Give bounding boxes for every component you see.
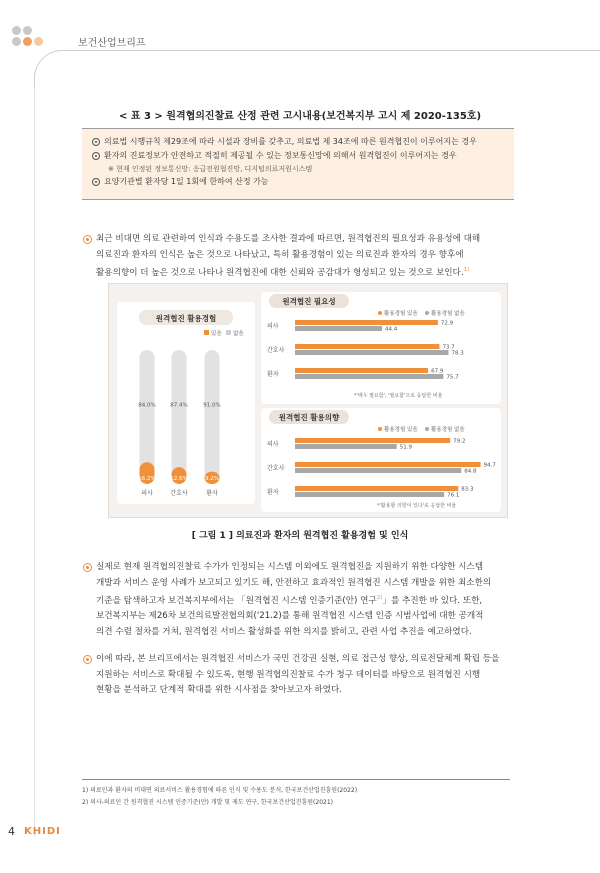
bullet-icon xyxy=(92,152,100,160)
footnote-1: 1) 의료인과 환자의 비대면 의료서비스 활용경험에 따른 인식 및 수용도 분석, 한국보건산업진흥원(2022) xyxy=(82,787,358,794)
table-row: 의료법 시행규칙 제29조에 따라 시설과 장비를 갖추고, 의료법 제 34조에 따른 원격협진이 이루어지는 경우 xyxy=(92,135,504,149)
bar-no xyxy=(295,374,443,379)
bar-yes xyxy=(295,462,481,467)
category-label: 의사 xyxy=(267,323,279,330)
table-note: ※ 현재 인정된 정보통신망: 응급전원협진망, 디지털의료저원시스템 xyxy=(108,165,313,173)
paragraph-2: 실제로 현재 원격협의진찰료 수가가 인정되는 시스템 이외에도 원격협진을 지원하기 위한 다양한 시스템 개발과 서비스 운영 사례가 보고되고 있기도 해, 안전하고 효과적인 원격협진 시스템 개발을 위한 최소한의 기준을 탐색하고자 보건복지부에서는 「원격협진 시스템 인증기준(안) 연구$^{2)}$」를 추진한 바 있다. 또한, 보건복지부는 제26차 보건의료발전협의회('21.2)를 통해 원격협진 시스템 인증 시범사업에 대한 공개적 의견 수렴 절차를 거쳐, 원격협진 서비스 활성화를 위한 의지를 밝히고, 관련 사업 추진을 예고하였다. xyxy=(96,560,520,640)
legend-dot-no xyxy=(425,311,429,315)
bar-label-no: 76.1 xyxy=(447,492,460,499)
figure-charts xyxy=(109,284,509,519)
legend-swatch-yes xyxy=(204,330,209,335)
bar-track xyxy=(172,350,187,484)
bar-yes xyxy=(295,320,438,325)
category-label: 간호사 xyxy=(267,465,285,472)
bar-track xyxy=(205,350,220,484)
bar-label-yes: 94.7 xyxy=(483,462,496,469)
page-number: 4 xyxy=(8,825,15,838)
bullet-icon xyxy=(83,655,92,664)
category-label: 간호사 xyxy=(170,490,188,497)
table-row: 환자의 진료정보가 안전하고 적절히 제공될 수 있는 정보통신망에 의해서 원격협진이 이루어지는 경우 xyxy=(92,149,504,163)
bar-label-no: 91.0% xyxy=(203,402,221,409)
need-chart-title: 원격협진 필요성 xyxy=(282,297,336,306)
legend-dot-yes xyxy=(378,311,382,315)
bar-label-no: 75.7 xyxy=(446,374,459,381)
bar-label-yes: 16.2% xyxy=(138,476,156,482)
bar-yes xyxy=(295,486,458,491)
paragraph-3: 이에 따라, 본 브리프에서는 원격협진 서비스가 국민 건강권 실현, 의료 접근성 향상, 의료전달체계 확립 등을 지원하는 서비스로 확대될 수 있도록, 현행 원격협의진찰료 수가 청구 데이터를 바탕으로 원격협진 시행 현황을 분석하고 단계적 확대를 위한 시사점을 찾아보고자 하였다. xyxy=(96,652,520,699)
bar-label-yes: 73.7 xyxy=(442,344,455,351)
category-label: 환자 xyxy=(267,371,279,378)
intent-chart-note: *'활용할 의향이 있다'로 응답한 비율 xyxy=(377,503,457,509)
category-label: 환자 xyxy=(267,489,279,496)
bar-label-yes: 83.3 xyxy=(461,486,474,493)
bar-yes xyxy=(295,438,450,443)
table-row: 요양기관별 환자당 1일 1회에 한하여 산정 가능 xyxy=(92,175,504,189)
bar-no xyxy=(295,492,444,497)
bullet-icon xyxy=(92,138,100,146)
bar-label-yes: 12.6% xyxy=(170,476,188,482)
header-curve xyxy=(34,50,64,90)
bar-label-no: 44.4 xyxy=(385,326,398,333)
table-caption: < 표 3 > 원격협의진찰료 산정 관련 고시내용(보건복지부 고시 제 2020-135호) xyxy=(118,111,482,122)
bar-label-no: 84.8 xyxy=(464,468,477,475)
legend-label-yes: 활용경험 있음 xyxy=(384,427,418,433)
left-chart-bars xyxy=(138,350,220,497)
bullet-icon xyxy=(92,178,100,186)
header-logo-dots xyxy=(12,26,44,48)
category-label: 의사 xyxy=(141,490,153,497)
need-chart-note: *'매우 필요함', '필요함'으로 응답한 비율 xyxy=(354,393,443,399)
legend-label-no: 활용경험 없음 xyxy=(431,311,465,317)
legend-label-yes: 있음 xyxy=(211,331,222,337)
legend-label-yes: 활용경험 있음 xyxy=(384,311,418,317)
bullet-icon xyxy=(83,563,92,572)
legend-dot-no xyxy=(425,427,429,431)
bar-label-yes: 9.2% xyxy=(205,476,219,482)
bar-no xyxy=(295,350,448,355)
bar-yes xyxy=(295,344,439,349)
legend-label-no: 활용경험 없음 xyxy=(431,427,465,433)
legend-dot-yes xyxy=(378,427,382,431)
footnote-rule xyxy=(82,779,510,780)
bar-label-yes: 67.9 xyxy=(431,368,444,375)
bar-label-no: 51.9 xyxy=(399,444,412,451)
bar-yes xyxy=(295,368,428,373)
figure-caption: [ 그림 1 ] 의료진과 환자의 원격협진 활용경험 및 인식 xyxy=(191,531,409,541)
bar-no xyxy=(295,444,397,449)
paragraph-1: 최근 비대면 의료 관련하여 인식과 수용도를 조사한 결과에 따르면, 원격협진의 필요성과 유용성에 대해 의료진과 환자의 인식은 높은 것으로 나타났고, 특히 활용경험이 있는 의료진과 환자의 경우 향후에 활용의향이 더 높은 것으로 나타나 원격협진에 대한 신뢰와 공감대가 형성되고 있는 것으로 보인다.$^{1)}$ xyxy=(96,232,520,281)
bar-label-yes: 79.2 xyxy=(453,438,466,445)
left-chart-title: 원격협진 활용경험 xyxy=(155,314,217,323)
bullet-icon xyxy=(83,235,92,244)
bar-label-no: 84.0% xyxy=(138,402,156,409)
table-box xyxy=(82,128,514,200)
khidi-logo: KHIDI xyxy=(24,826,61,837)
bar-label-no: 78.3 xyxy=(451,350,464,357)
header-rule xyxy=(62,50,600,51)
bar-no xyxy=(295,326,382,331)
figure-panel xyxy=(108,283,508,518)
intent-chart-title: 원격협진 활용의향 xyxy=(278,413,340,422)
footnote-2: 2) 의사-의료인 간 원격협진 시스템 인증기준(안) 개발 및 제도 연구, 한국보건산업진흥원(2021) xyxy=(82,799,334,806)
bar-no xyxy=(295,468,461,473)
category-label: 간호사 xyxy=(267,347,285,354)
legend-label-no: 없음 xyxy=(233,331,244,337)
category-label: 의사 xyxy=(267,441,279,448)
category-label: 환자 xyxy=(206,490,218,497)
bar-label-yes: 72.9 xyxy=(440,320,454,327)
side-rule xyxy=(34,88,35,837)
header-title: 보건산업브리프 xyxy=(78,38,146,49)
bar-label-no: 87.4% xyxy=(170,402,188,409)
legend-swatch-no xyxy=(226,330,231,335)
